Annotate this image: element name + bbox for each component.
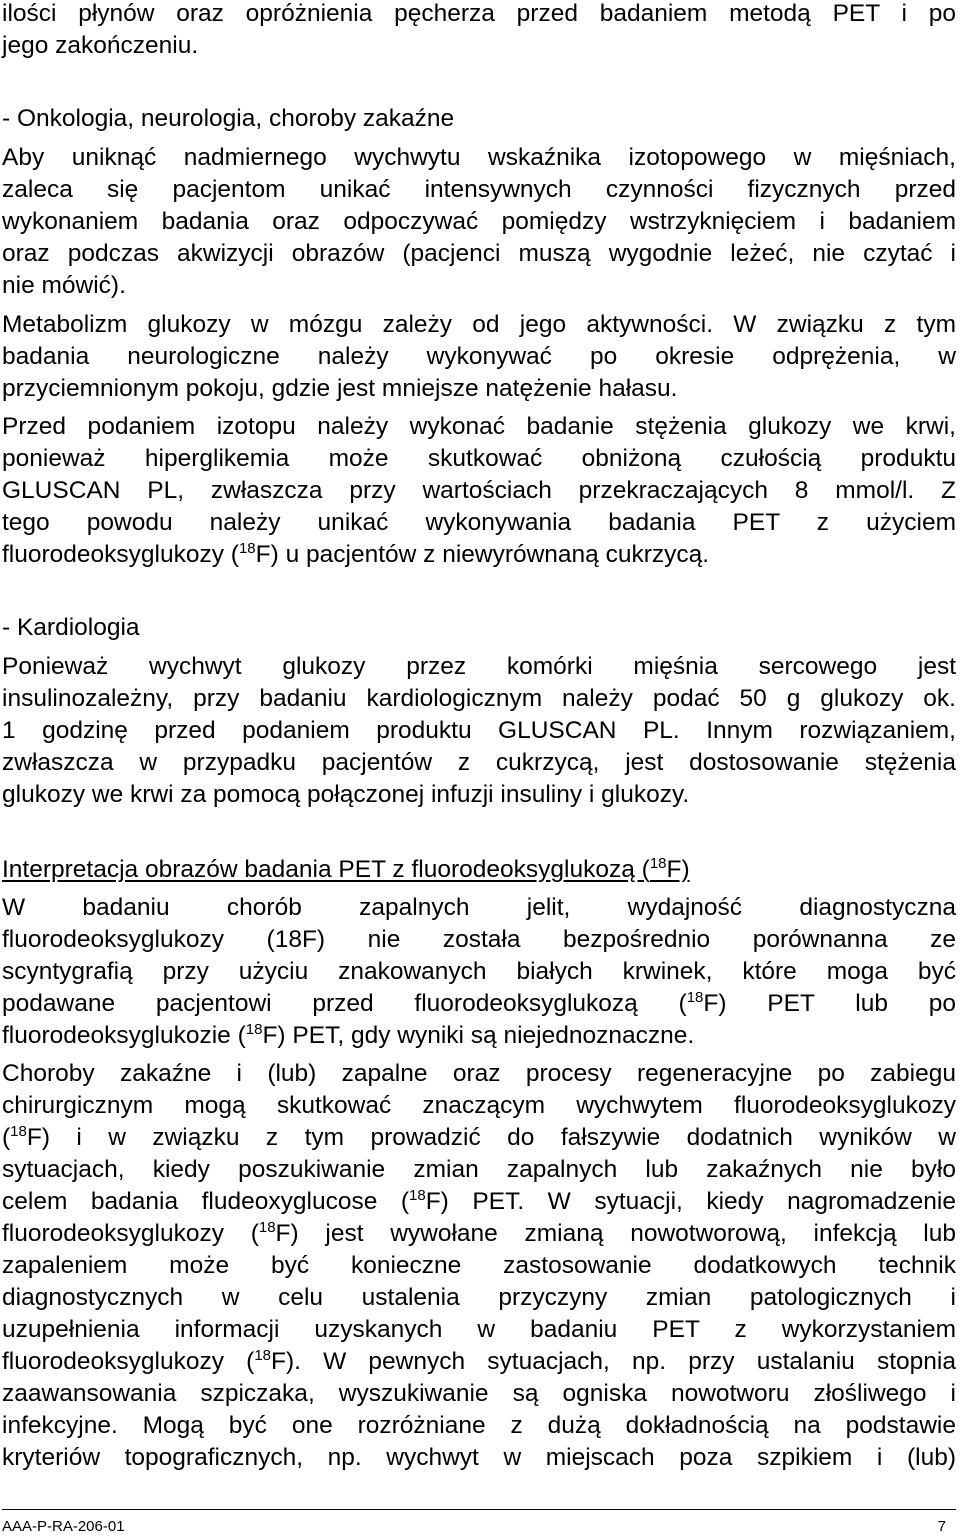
text-line: chirurgicznym mogą skutkować znaczącym wychwytem fluorodeoksyglukozy <box>2 1092 956 1119</box>
text-line-with-superscript: ($^{18}$F) i w związku z tym prowadzić do fałszywie dodatnich wyników w <box>2 1123 956 1151</box>
text-line: scyntygrafią przy użyciu znakowanych białych krwinek, które moga być <box>2 958 956 985</box>
text-line-with-superscript: fluorodeoksyglukozy ($^{18}$F). W pewnych sytuacjach, np. przy ustalaniu stopnia <box>2 1347 956 1375</box>
text-line: przyciemnionym pokoju, gdzie jest mniejsze natężenie hałasu. <box>2 375 678 402</box>
text-line: GLUSCAN PL, zwłaszcza przy wartościach przekraczających 8 mmol/l. Z <box>2 477 956 504</box>
text-line: 1 godzinę przed podaniem produktu GLUSCAN PL. Innym rozwiązaniem, <box>2 717 956 744</box>
footer-page-number: 7 <box>937 1518 946 1535</box>
text-line: uzupełnienia informacji uzyskanych w badaniu PET z wykorzystaniem <box>2 1316 956 1343</box>
text-line: Ponieważ wychwyt glukozy przez komórki mięśnia sercowego jest <box>2 653 956 680</box>
section-heading-interpretation: Interpretacja obrazów badania PET z fluorodeoksyglukozą ($^{18}$F) <box>2 855 690 883</box>
text-line: zapaleniem może być konieczne zastosowanie dodatkowych technik <box>2 1252 956 1279</box>
text-line: fluorodeoksyglukozy (18F) nie została bezpośrednio porównanna ze <box>2 926 956 953</box>
text-line: zaleca się pacjentom unikać intensywnych czynności fizycznych przed <box>2 176 956 203</box>
text-line: Przed podaniem izotopu należy wykonać badanie stężenia glukozy we krwi, <box>2 413 956 440</box>
text-line: W badaniu chorób zapalnych jelit, wydajność diagnostyczna <box>2 894 956 921</box>
section-heading-cardiology: - Kardiologia <box>2 614 140 641</box>
text-line: oraz podczas akwizycji obrazów (pacjenci muszą wygodnie leżeć, nie czytać i <box>2 240 956 267</box>
text-line-with-superscript: fluorodeoksyglukozie ($^{18}$F) PET, gdy wyniki są niejednoznaczne. <box>2 1021 695 1049</box>
text-line: nie mówić). <box>2 272 126 299</box>
text-line: glukozy we krwi za pomocą połączonej infuzji insuliny i glukozy. <box>2 781 690 808</box>
text-line-with-superscript: fluorodeoksyglukozy ($^{18}$F) jest wywołane zmianą nowotworową, infekcją lub <box>2 1219 956 1247</box>
text-line: tego powodu należy unikać wykonywania badania PET z użyciem <box>2 509 956 536</box>
text-line: diagnostycznych w celu ustalenia przyczyny zmian patologicznych i <box>2 1284 956 1311</box>
text-line: wykonaniem badania oraz odpoczywać pomiędzy wstrzyknięciem i badaniem <box>2 208 956 235</box>
text-line: jego zakończeniu. <box>2 32 199 59</box>
text-line: ponieważ hiperglikemia może skutkować obniżoną czułością produktu <box>2 445 956 472</box>
text-line: zwłaszcza w przypadku pacjentów z cukrzycą, jest dostosowanie stężenia <box>2 749 956 776</box>
text-line: infekcyjne. Mogą być one rozróżniane z dużą dokładnością na podstawie <box>2 1412 956 1439</box>
footer-document-code: AAA-P-RA-206-01 <box>2 1518 125 1535</box>
text-line-with-superscript: celem badania fludeoxyglucose ($^{18}$F) PET. W sytuacji, kiedy nagromadzenie <box>2 1187 956 1215</box>
text-line: insulinozależny, przy badaniu kardiologicznym należy podać 50 g glukozy ok. <box>2 685 956 712</box>
text-line: ilości płynów oraz opróżnienia pęcherza przed badaniem metodą PET i po <box>2 0 956 27</box>
section-heading-oncology: - Onkologia, neurologia, choroby zakaźne <box>2 105 455 132</box>
footer-divider <box>2 1509 956 1510</box>
text-line: kryteriów topograficznych, np. wychwyt w miejscach poza szpikiem i (lub) <box>2 1444 956 1471</box>
text-line: badania neurologiczne należy wykonywać po okresie odprężenia, w <box>2 343 956 370</box>
text-line: zaawansowania szpiczaka, wyszukiwanie są ogniska nowotworu złośliwego i <box>2 1380 956 1407</box>
text-line-with-superscript: podawane pacjentowi przed fluorodeoksyglukozą ($^{18}$F) PET lub po <box>2 989 956 1017</box>
text-line-with-superscript: fluorodeoksyglukozy ($^{18}$F) u pacjentów z niewyrównaną cukrzycą. <box>2 540 710 568</box>
text-line: Aby uniknąć nadmiernego wychwytu wskaźnika izotopowego w mięśniach, <box>2 144 956 171</box>
text-line: sytuacjach, kiedy poszukiwanie zmian zapalnych lub zakaźnych nie było <box>2 1156 956 1183</box>
text-line: Metabolizm glukozy w mózgu zależy od jego aktywności. W związku z tym <box>2 311 956 338</box>
text-line: Choroby zakaźne i (lub) zapalne oraz procesy regeneracyjne po zabiegu <box>2 1060 956 1087</box>
